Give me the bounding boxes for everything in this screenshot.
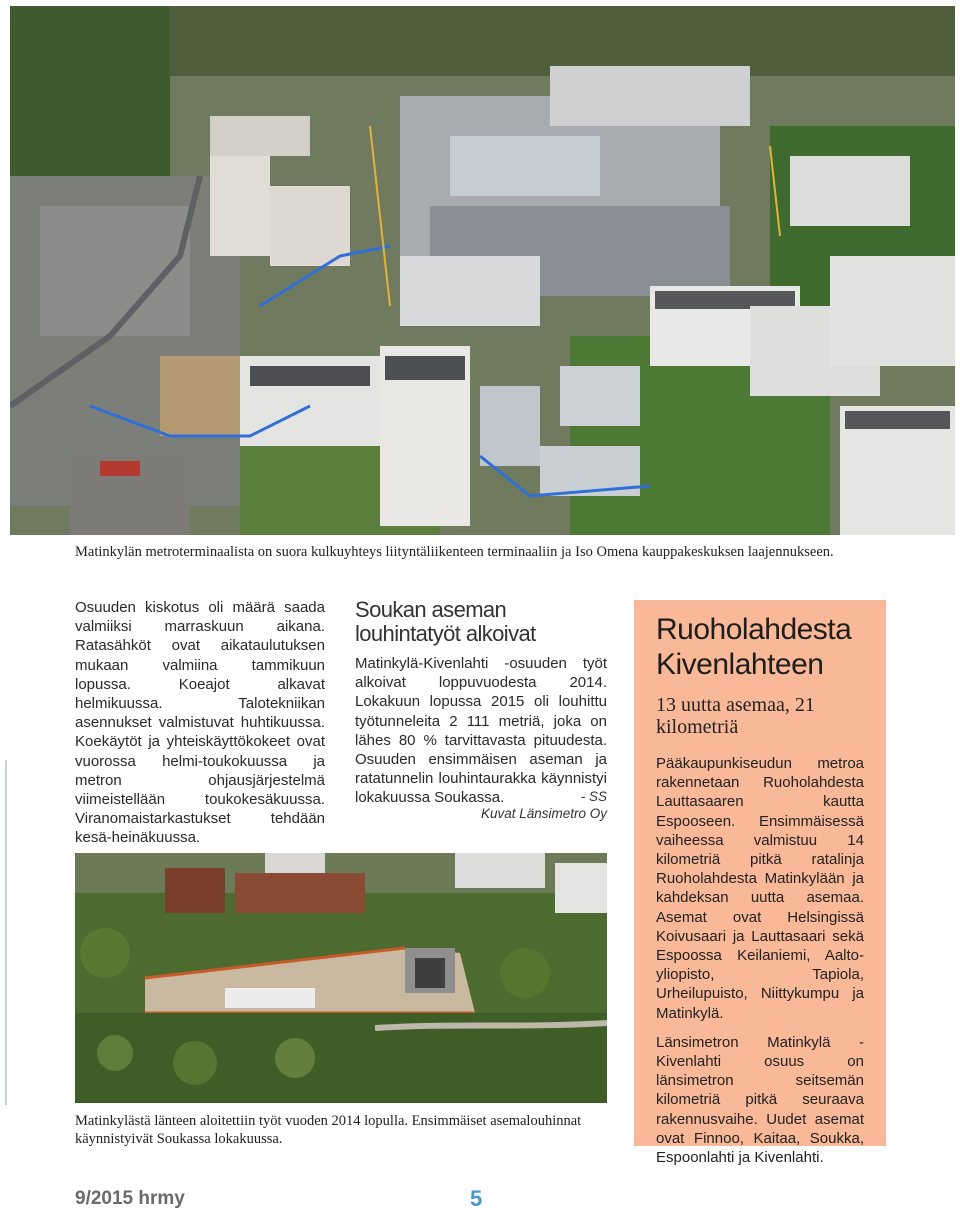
aerial-photo-construction-site [10,6,955,535]
margin-divider [5,760,7,1105]
author-signature: - SS [580,789,607,804]
photo-credit: Kuvat Länsimetro Oy [480,806,607,821]
article-column-1: Osuuden kiskotus oli määrä saada valmiiksi marraskuun aikana. Ratasähköt ovat aikataulutuksen mukaan valmiina tammikuun lopussa. Koeajot alkavat helmikuussa. Talotekniikan asennukset valmistuvat huhtikuussa. Koekäytöt ja yhteiskäyttökokeet ovat vuorossa helmi-toukokuussa ja metron ohjausjärjestelmä viimeistellään toukokesäkuussa. Viranomaistarkastukset tehdään kesä-heinäkuussa. [75,599,325,847]
sidebar-title: Ruoholahdesta Kivenlahteen [656,613,852,681]
aerial-photo-tunnel-excavation [75,853,607,1103]
sidebar-paragraph-2: Länsimetron Matinkylä - Kivenlahti osuus on länsimetron seitsemän kilometriä pitkä seuraava rakennusvaihe. Uudet asemat ovat Finnoo, Kaitaa, Soukka, Espoonlahti ja Kivenlahti. [656,1033,864,1167]
article-subheading: Soukan aseman louhintatyöt alkoivat [355,597,536,646]
sidebar-subtitle: 13 uutta asemaa, 21 kilometriä [656,694,815,738]
sidebar-paragraph-1: Pääkaupunkiseudun metroa rakennetaan Ruoholahdesta Lauttasaaren kautta Espooseen. Ensimmäisessä vaiheessa valmistuu 14 kilometriä pitkä ratalinja Ruoholahdesta Matinkylään ja kahdeksan uutta asemaa. Asemat ovat Helsingissä Koivusaari ja Lauttasaari sekä Espoossa Keilaniemi, Aalto-yliopisto, Tapiola, Urheilupuisto, Niittykumpu ja Matinkylä. [656,755,864,1022]
magazine-issue: 9/2015 hrmy [75,1188,185,1209]
page-number: 5 [470,1186,483,1211]
photo-caption-top: Matinkylän metroterminaalista on suora kulkuyhteys liityntäliikenteen terminaaliin ja Iso Omena kauppakeskuksen laajennukseen. [75,544,834,560]
article-column-2: Matinkylä-Kivenlahti -osuuden työt alkoivat loppuvuodesta 2014. Lokakuun lopussa 2015 oli louhittu työtunneleita 2 111 metriä, joka on lähes 80 % tarvittavasta pituudesta. Osuuden ensimmäisen aseman ja ratatunnelin louhintaurakka käynnistyi lokakuussa Soukassa. [355,655,607,807]
info-sidebar [634,600,886,1167]
photo-caption-bottom: Matinkylästä länteen aloitettiin työt vuoden 2014 lopulla. Ensimmäiset asemalouhinnat käynnistyivät Soukassa lokakuussa. [75,1113,582,1147]
